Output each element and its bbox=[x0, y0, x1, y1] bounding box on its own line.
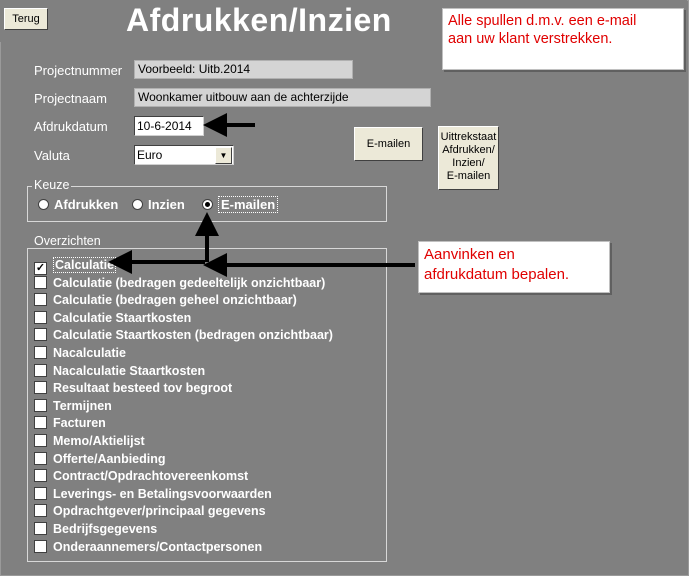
note-line: Aanvinken en bbox=[424, 246, 515, 263]
chevron-down-icon[interactable]: ▼ bbox=[215, 147, 232, 164]
radio-label: Afdrukken bbox=[54, 197, 119, 212]
note-line: afdrukdatum bepalen. bbox=[424, 266, 570, 283]
checklist-label: Calculatie (bedragen gedeeltelijk onzichtbaar) bbox=[53, 275, 326, 290]
checklist-label: Opdrachtgever/principaal gegevens bbox=[53, 504, 266, 519]
button-line: E-mailen bbox=[446, 170, 491, 182]
checklist-label: Offerte/Aanbieding bbox=[53, 451, 166, 466]
checklist-label: Contract/Opdrachtovereenkomst bbox=[53, 469, 249, 484]
note-line: Alle spullen d.m.v. een e-mail bbox=[448, 13, 637, 29]
valuta-label: Valuta bbox=[34, 148, 70, 163]
checklist-label: Onderaannemers/Contactpersonen bbox=[53, 539, 263, 554]
radio-label: E-mailen bbox=[218, 196, 278, 213]
page-title: Afdrukken/Inzien bbox=[126, 2, 392, 38]
checklist-label: Memo/Aktielijst bbox=[53, 434, 145, 448]
afdrukdatum-label: Afdrukdatum bbox=[34, 119, 108, 134]
checklist-label: Facturen bbox=[53, 416, 106, 431]
radio-label: Inzien bbox=[148, 197, 185, 212]
checklist-label: Calculatie Staartkosten (bedragen onzichtbaar) bbox=[53, 328, 333, 343]
overzichten-title: Overzichten bbox=[34, 234, 101, 248]
valuta-value: Euro bbox=[137, 148, 163, 162]
back-button[interactable]: Terug bbox=[4, 8, 48, 30]
checklist-label: Bedrijfsgegevens bbox=[53, 522, 158, 536]
checklist-label: Resultaat besteed tov begroot bbox=[53, 381, 233, 396]
projectnummer-label: Projectnummer bbox=[34, 63, 123, 78]
checklist-label: Termijnen bbox=[53, 398, 112, 413]
projectnaam-field[interactable]: Woonkamer uitbouw aan de achterzijde bbox=[134, 88, 431, 107]
checklist-label: Calculatie (bedragen geheel onzichtbaar) bbox=[53, 293, 297, 308]
email-button[interactable]: E-mailen bbox=[354, 127, 423, 161]
checklist-label: Nacalculatie bbox=[53, 346, 126, 360]
projectnummer-field[interactable]: Voorbeeld: Uitb.2014 bbox=[134, 60, 353, 79]
projectnaam-label: Projectnaam bbox=[34, 91, 107, 106]
checklist-label: Leverings- en Betalingsvoorwaarden bbox=[53, 486, 272, 501]
button-line: Afdrukken/ bbox=[442, 144, 495, 156]
afdrukdatum-input[interactable]: 10-6-2014 bbox=[134, 116, 204, 136]
checklist-label: Nacalculatie Staartkosten bbox=[53, 363, 206, 378]
checklist-label: Calculatie bbox=[55, 258, 115, 272]
button-line: Uittrekstaat bbox=[440, 131, 497, 143]
note-line: aan uw klant verstrekken. bbox=[448, 31, 613, 47]
keuze-title: Keuze bbox=[34, 178, 70, 192]
button-line: Inzien/ bbox=[452, 157, 485, 169]
checklist-label: Calculatie Staartkosten bbox=[53, 310, 192, 325]
checkbox-checked-icon[interactable]: ✓ bbox=[35, 262, 46, 274]
